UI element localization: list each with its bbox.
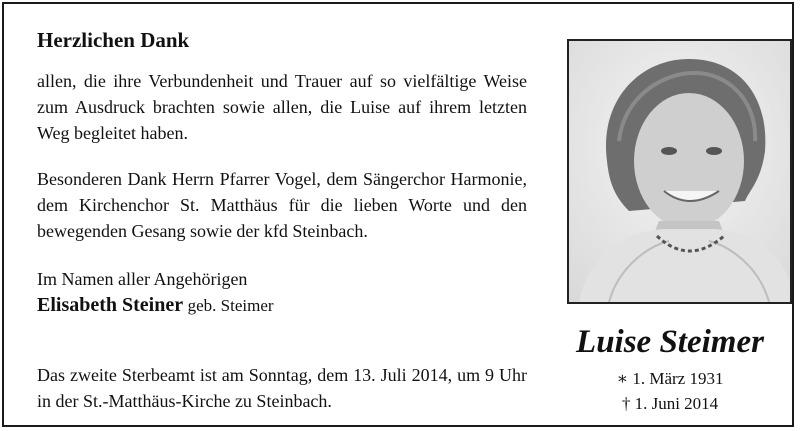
thanks-heading: Herzlichen Dank	[37, 28, 190, 52]
signer	[37, 292, 527, 319]
death-date: † 1. Juni 2014	[621, 394, 719, 413]
portrait-photo-icon	[569, 41, 790, 302]
thanks-section	[37, 26, 527, 319]
signer-name: Elisabeth Steiner	[37, 294, 184, 316]
deceased-name: Luise Steimer	[576, 324, 764, 360]
family-intro: Im Namen aller Angehörigen	[37, 269, 248, 289]
signer-birth-name: geb. Steimer	[187, 296, 274, 315]
obituary-card	[2, 2, 794, 427]
portrait-photo	[567, 39, 792, 304]
birth-date: ∗ 1. März 1931	[616, 369, 724, 388]
thanks-paragraph-2: Besonderen Dank Herrn Pfarrer Vogel, dem Sängerchor Harmonie, dem Kirchenchor St. Matthäus für die lieben Worte und den bewegenden Gesang sowie der kfd Steinbach.	[37, 169, 527, 241]
service-info: Das zweite Sterbeamt ist am Sonntag, dem 13. Juli 2014, um 9 Uhr in der St.-Matthäus-Kirche zu Steinbach.	[37, 365, 527, 411]
life-dates	[552, 366, 788, 416]
thanks-paragraph-1: allen, die ihre Verbundenheit und Trauer auf so vielfältige Weise zum Ausdruck brachten sowie allen, die Luise auf ihrem letzten Weg begleitet haben.	[37, 71, 527, 143]
